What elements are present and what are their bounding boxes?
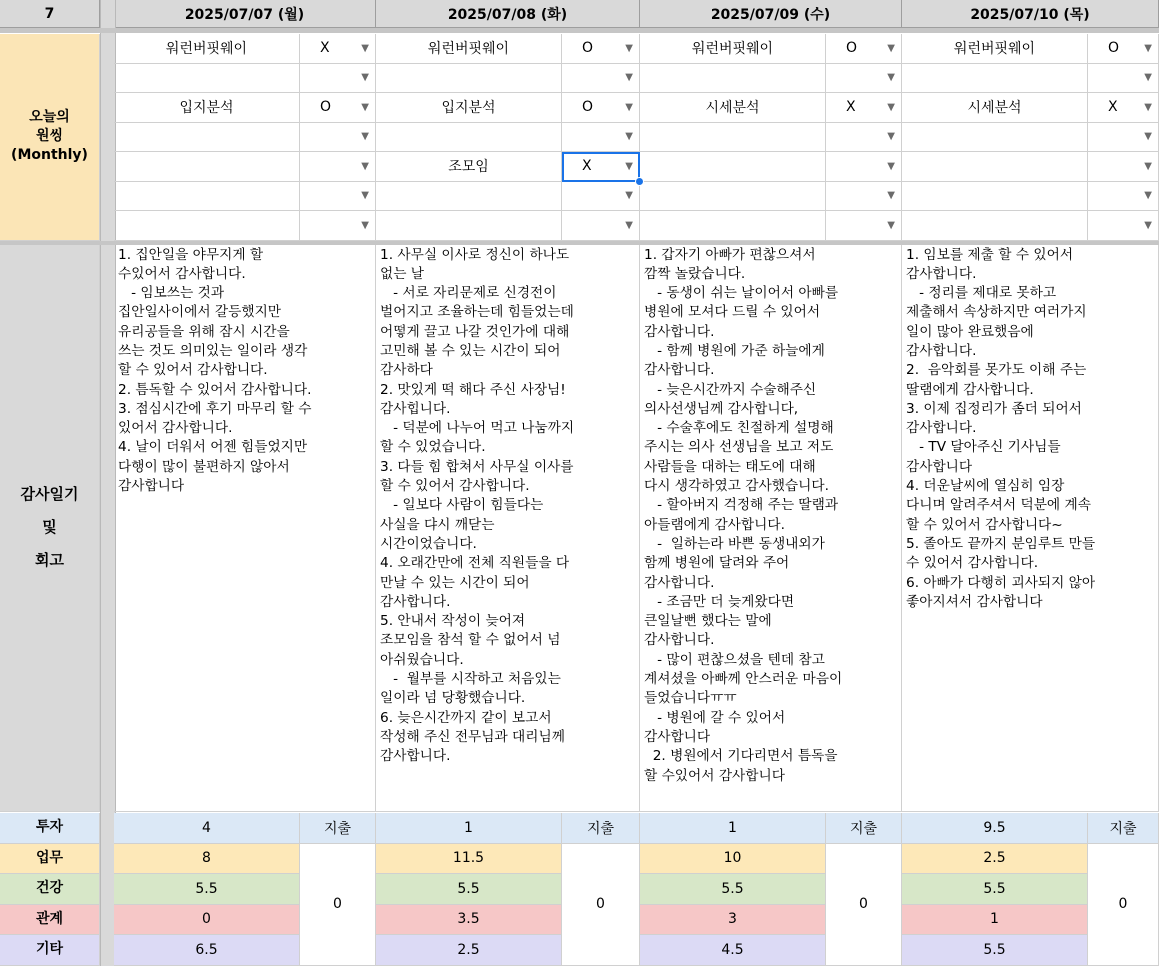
task-cell[interactable]: 워런버핏웨이 (376, 34, 562, 64)
dropdown-arrow-icon[interactable]: ▼ (1144, 101, 1152, 113)
expense-value[interactable]: 0 (300, 844, 376, 966)
metric-value-invest[interactable]: 1 (640, 813, 826, 844)
task-cell[interactable] (114, 64, 300, 94)
dropdown-arrow-icon[interactable]: ▼ (1144, 190, 1152, 202)
day-header-4[interactable]: 2025/07/10 (목) (902, 0, 1159, 28)
metric-value-relation[interactable]: 3 (640, 905, 826, 936)
status-dropdown[interactable] (1088, 182, 1159, 212)
status-dropdown[interactable] (826, 152, 902, 182)
task-cell[interactable] (114, 152, 300, 182)
journal-entry-3[interactable]: 1. 갑자기 아빠가 편찮으셔서 깜짝 놀랐습니다. - 동생이 쉬는 날이어서 아빠를 병원에 모셔다 드릴 수 있어서 감사합니다. - 함께 병원에 가준 하늘에게 감사합니다. - 늦은시간까지 수술해주신 의사선생님께 감사합니다, - 수술후에도 친절하게 설명해 주시는 의사 선생님을 보고 저도 사람들을 대하는 태도에 대해 다시 생각하였고 감사했습니다. - 할아버지 걱정해 주는 딸램과 아들램에게 감사합니다. - 일하는라 바쁜 동생내외가 함께 병원에 달려와 주어 감사합니다. - 조금만 더 늦게왔다면 큰일날뻔 했다는 말에 감사합니다. - 많이 편찮으셨을 텐데 참고 계셔셨을 아빠께 안스러운 마음이 들었습니다ㅠㅠ - 병원에 갈 수 있어서 감사합니다 2. 병원에서 기다리면서 틈독을 할 수있어서 감사합니다 (640, 245, 902, 813)
metric-value-invest[interactable]: 9.5 (902, 813, 1088, 844)
day-header-2[interactable]: 2025/07/08 (화) (376, 0, 640, 28)
status-dropdown[interactable] (300, 211, 376, 241)
task-cell[interactable] (902, 64, 1088, 94)
metric-value-health[interactable]: 5.5 (376, 874, 562, 905)
metric-value-etc[interactable]: 4.5 (640, 935, 826, 966)
task-cell[interactable] (376, 64, 562, 94)
dropdown-arrow-icon[interactable]: ▼ (887, 42, 895, 54)
header-divider (0, 28, 1159, 33)
status-dropdown[interactable] (826, 123, 902, 153)
status-value: O (846, 40, 858, 57)
status-value: X (320, 40, 330, 57)
journal-label-line: 감사일기 (20, 485, 79, 504)
task-cell[interactable] (902, 182, 1088, 212)
one-thing-label-line: (Monthly) (11, 147, 88, 164)
dropdown-arrow-icon[interactable]: ▼ (1144, 42, 1152, 54)
status-dropdown[interactable] (1088, 152, 1159, 182)
dropdown-arrow-icon[interactable]: ▼ (887, 131, 895, 143)
metric-value-health[interactable]: 5.5 (640, 874, 826, 905)
status-dropdown[interactable] (826, 64, 902, 94)
dropdown-arrow-icon[interactable]: ▼ (361, 160, 369, 172)
dropdown-arrow-icon[interactable]: ▼ (361, 219, 369, 231)
dropdown-arrow-icon[interactable]: ▼ (625, 131, 633, 143)
selection-fill-handle[interactable] (635, 177, 644, 186)
expense-value[interactable]: 0 (562, 844, 640, 966)
dropdown-arrow-icon[interactable]: ▼ (625, 101, 633, 113)
dropdown-arrow-icon[interactable]: ▼ (361, 42, 369, 54)
task-cell[interactable] (902, 123, 1088, 153)
status-value: O (1108, 40, 1120, 57)
task-cell[interactable] (640, 152, 826, 182)
status-value: O (582, 40, 594, 57)
journal-label-line: 회고 (35, 551, 64, 570)
status-value: X (1108, 99, 1118, 116)
status-dropdown[interactable] (562, 64, 640, 94)
metric-value-relation[interactable]: 0 (114, 905, 300, 936)
dropdown-arrow-icon[interactable]: ▼ (887, 219, 895, 231)
dropdown-arrow-icon[interactable]: ▼ (361, 190, 369, 202)
task-cell[interactable]: 시세분석 (640, 93, 826, 123)
expense-label: 지출 (562, 813, 640, 844)
journal-entry-4[interactable]: 1. 임보를 제출 할 수 있어서 감사합니다. - 정리를 제대로 못하고 제출해서 속상하지만 여러가지 일이 많아 완료했음에 감사합니다. 2. 음악회를 못가도 이해 주는 딸램에게 감사합니다. 3. 이제 집정리가 좀더 되어서 감사합니다. - TV 달아주신 기사님들 감사합니다 4. 더운날씨에 열심히 임장 다니며 알려주셔서 덕분에 계속 할 수 있어서 감사합니다~ 5. 졸아도 끝까지 분임루트 만들 수 있어서 감사합니다. 6. 아빠가 다행히 괴사되지 않아 좋아지셔서 감사합니다 (902, 245, 1159, 813)
task-cell[interactable]: 시세분석 (902, 93, 1088, 123)
gratitude-journal-label (0, 245, 100, 813)
expense-value[interactable]: 0 (1088, 844, 1159, 966)
task-cell[interactable]: 입지분석 (114, 93, 300, 123)
status-dropdown[interactable] (562, 34, 640, 64)
task-cell[interactable] (114, 123, 300, 153)
task-cell[interactable] (902, 211, 1088, 241)
status-dropdown[interactable] (826, 34, 902, 64)
status-dropdown[interactable] (826, 211, 902, 241)
dropdown-arrow-icon[interactable]: ▼ (1144, 160, 1152, 172)
task-cell[interactable]: 워런버핏웨이 (114, 34, 300, 64)
dropdown-arrow-icon[interactable]: ▼ (625, 219, 633, 231)
status-dropdown[interactable] (562, 211, 640, 241)
dropdown-arrow-icon[interactable]: ▼ (361, 72, 369, 84)
metric-value-work[interactable]: 2.5 (902, 844, 1088, 875)
dropdown-arrow-icon[interactable]: ▼ (625, 72, 633, 84)
status-value: O (582, 99, 594, 116)
task-cell[interactable]: 워런버핏웨이 (640, 34, 826, 64)
task-cell[interactable] (376, 211, 562, 241)
status-dropdown[interactable] (826, 93, 902, 123)
journal-entry-1[interactable]: 1. 집안일을 야무지게 할 수있어서 감사합니다. - 임보쓰는 것과 집안일사이에서 갈등했지만 유리공들을 위해 잠시 시간을 쓰는 것도 의미있는 일이라 생각 할 수 있어서 감사합니다. 2. 틈독할 수 있어서 감사합니다. 3. 점심시간에 후기 마무리 할 수 있어서 감사합니다. 4. 날이 더워서 어젠 힘들었지만 다행이 많이 불편하지 않아서 감사합니다 (114, 245, 376, 813)
metric-value-work[interactable]: 10 (640, 844, 826, 875)
status-value: X (846, 99, 856, 116)
status-dropdown[interactable] (562, 182, 640, 212)
metric-value-work[interactable]: 11.5 (376, 844, 562, 875)
metric-value-health[interactable]: 5.5 (902, 874, 1088, 905)
dropdown-arrow-icon[interactable]: ▼ (887, 72, 895, 84)
expense-label: 지출 (300, 813, 376, 844)
dropdown-arrow-icon[interactable]: ▼ (625, 190, 633, 202)
dropdown-arrow-icon[interactable]: ▼ (361, 101, 369, 113)
status-dropdown[interactable] (1088, 211, 1159, 241)
metric-label-health: 건강 (0, 874, 100, 905)
dropdown-arrow-icon[interactable]: ▼ (1144, 72, 1152, 84)
status-value: X (582, 158, 592, 175)
task-cell[interactable] (640, 182, 826, 212)
status-dropdown[interactable] (562, 152, 640, 182)
status-dropdown[interactable] (1088, 34, 1159, 64)
status-dropdown[interactable] (300, 182, 376, 212)
metric-value-relation[interactable]: 1 (902, 905, 1088, 936)
metric-value-invest[interactable]: 1 (376, 813, 562, 844)
metric-label-relation: 관계 (0, 905, 100, 936)
expense-label: 지출 (826, 813, 902, 844)
metric-value-relation[interactable]: 3.5 (376, 905, 562, 936)
dropdown-arrow-icon[interactable]: ▼ (887, 160, 895, 172)
dropdown-arrow-icon[interactable]: ▼ (887, 101, 895, 113)
expense-label: 지출 (1088, 813, 1159, 844)
week-number[interactable]: 7 (0, 0, 100, 28)
status-dropdown[interactable] (1088, 64, 1159, 94)
metric-value-work[interactable]: 8 (114, 844, 300, 875)
day-header-3[interactable]: 2025/07/09 (수) (640, 0, 902, 28)
task-cell[interactable] (376, 182, 562, 212)
status-dropdown[interactable] (300, 152, 376, 182)
journal-entry-2[interactable]: 1. 사무실 이사로 정신이 하나도 없는 날 - 서로 자리문제로 신경전이 벌어지고 조율하는데 힘들었는데 어떻게 끌고 나갈 것인가에 대해 고민해 볼 수 있는 시간이 되어 감사하다 2. 맛있게 떡 해다 주신 사장님! 감사힙니다. - 덕분에 나누어 먹고 나눔까지 할 수 있었습니다. 3. 다들 힘 합쳐서 사무실 이사를 할 수 있어서 감사합니다. - 일보다 사람이 힘들다는 사실을 댜시 깨닫는 시간이었습니다. 4. 오래간만에 전체 직원들을 다 만날 수 있는 시간이 되어 감사합니다. 5. 안내서 작성이 늦어져 조모임을 참석 할 수 없어서 넘 아쉬웠습니다. - 월부를 시작하고 처음있는 일이라 넘 당황했습니다. 6. 늦은시간까지 같이 보고서 작성해 주신 전무님과 대리님께 감사합니다. (376, 245, 640, 813)
expense-value[interactable]: 0 (826, 844, 902, 966)
status-value: O (320, 99, 332, 116)
status-dropdown[interactable] (562, 93, 640, 123)
task-cell[interactable] (640, 64, 826, 94)
status-dropdown[interactable] (300, 34, 376, 64)
status-dropdown[interactable] (300, 123, 376, 153)
dropdown-arrow-icon[interactable]: ▼ (1144, 131, 1152, 143)
task-cell[interactable] (640, 211, 826, 241)
task-cell[interactable] (114, 211, 300, 241)
status-dropdown[interactable] (1088, 93, 1159, 123)
status-dropdown[interactable] (562, 123, 640, 153)
task-cell[interactable]: 조모임 (376, 152, 562, 182)
metric-value-health[interactable]: 5.5 (114, 874, 300, 905)
dropdown-arrow-icon[interactable]: ▼ (625, 160, 633, 172)
dropdown-arrow-icon[interactable]: ▼ (361, 131, 369, 143)
one-thing-label-line: 원씽 (35, 128, 64, 145)
one-thing-label (0, 34, 100, 241)
status-dropdown[interactable] (826, 182, 902, 212)
day-header-1[interactable]: 2025/07/07 (월) (114, 0, 376, 28)
metric-label-work: 업무 (0, 844, 100, 875)
metric-value-etc[interactable]: 6.5 (114, 935, 300, 966)
dropdown-arrow-icon[interactable]: ▼ (1144, 219, 1152, 231)
task-cell[interactable] (640, 123, 826, 153)
task-cell[interactable] (114, 182, 300, 212)
task-cell[interactable] (376, 123, 562, 153)
dropdown-arrow-icon[interactable]: ▼ (625, 42, 633, 54)
task-cell[interactable] (902, 152, 1088, 182)
metric-value-invest[interactable]: 4 (114, 813, 300, 844)
status-dropdown[interactable] (300, 64, 376, 94)
task-cell[interactable]: 입지분석 (376, 93, 562, 123)
task-cell[interactable]: 워런버핏웨이 (902, 34, 1088, 64)
status-dropdown[interactable] (1088, 123, 1159, 153)
metric-label-invest: 투자 (0, 813, 100, 844)
metric-value-etc[interactable]: 2.5 (376, 935, 562, 966)
dropdown-arrow-icon[interactable]: ▼ (887, 190, 895, 202)
metric-label-etc: 기타 (0, 935, 100, 966)
one-thing-label-line: 오늘의 (29, 109, 70, 126)
metric-value-etc[interactable]: 5.5 (902, 935, 1088, 966)
status-dropdown[interactable] (300, 93, 376, 123)
journal-label-line: 및 (42, 518, 57, 537)
